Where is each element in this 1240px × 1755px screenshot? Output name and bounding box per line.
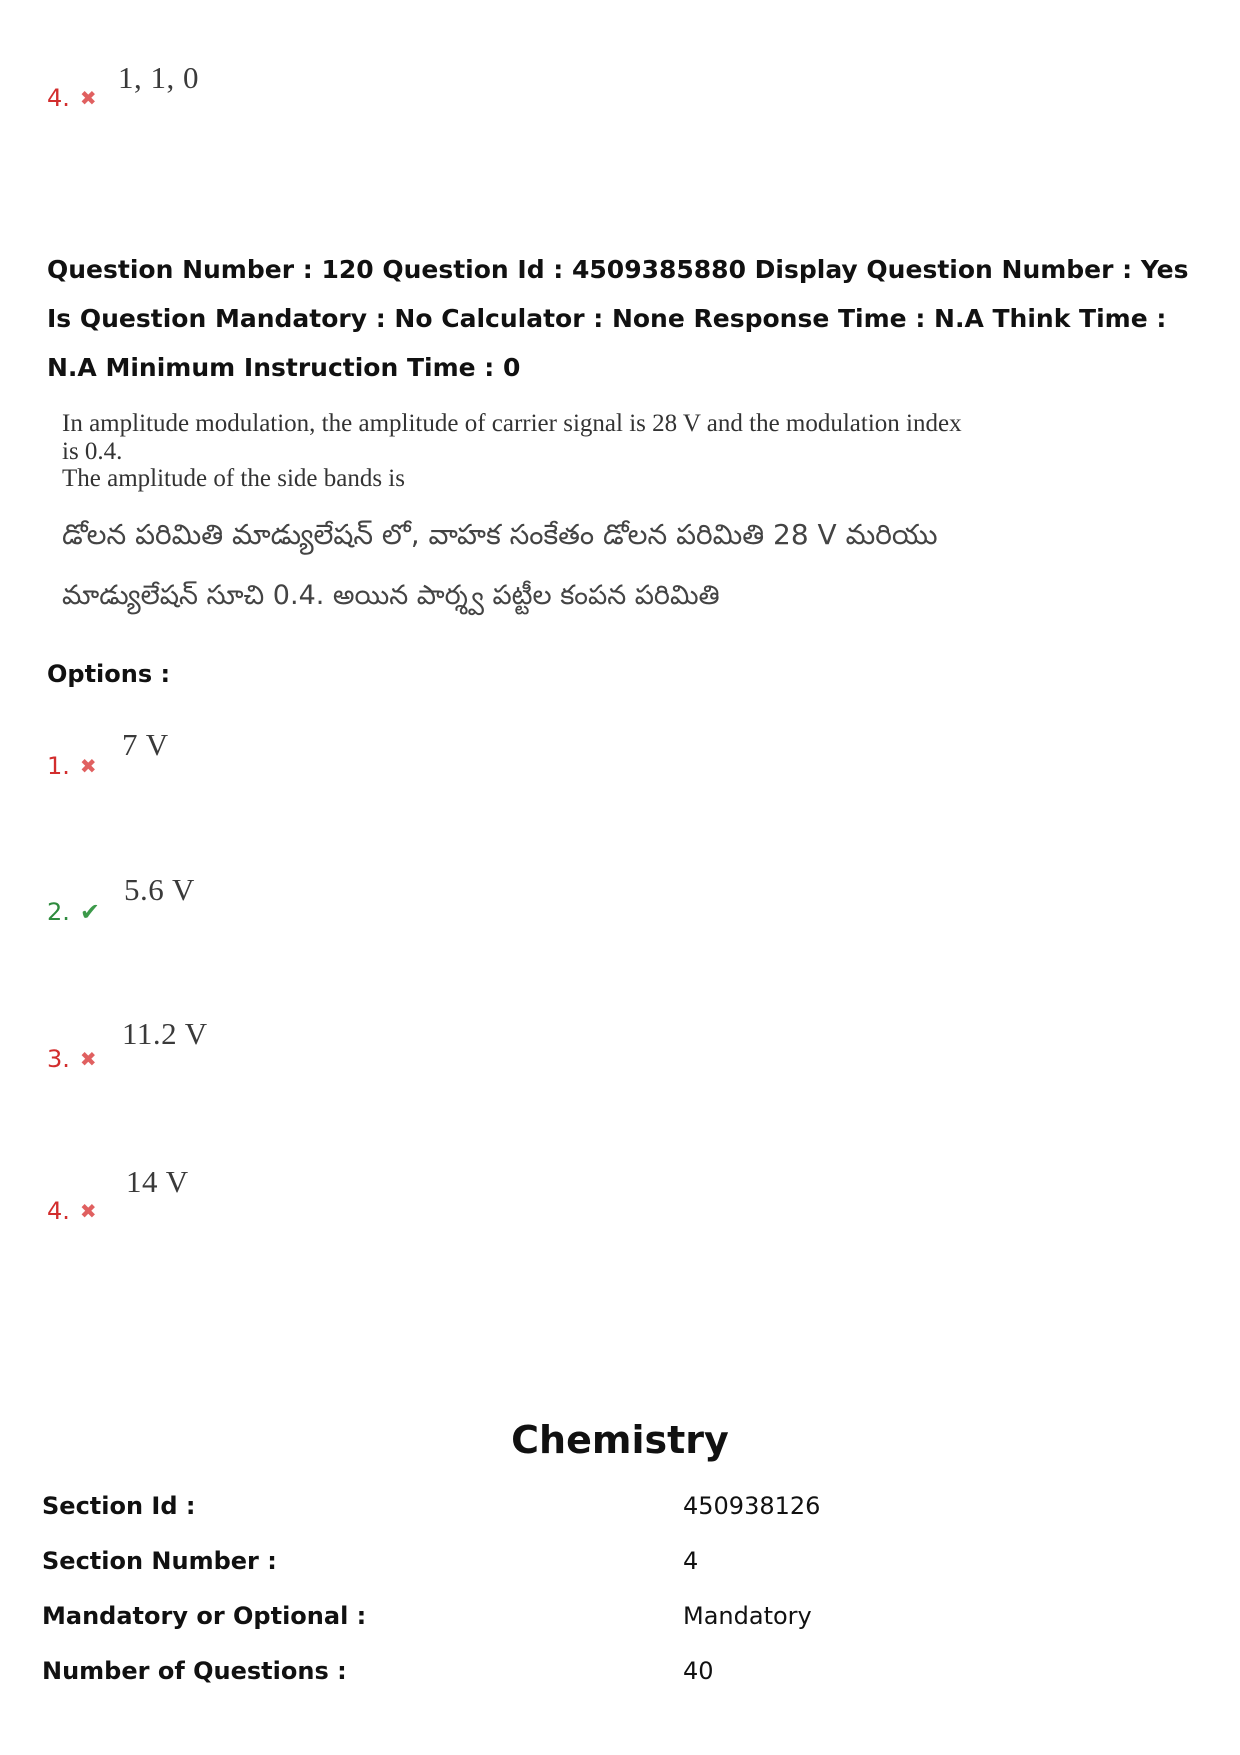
option-number: 3. (47, 1045, 70, 1073)
option-2-text: 5.6 V (124, 872, 195, 907)
question-english-line-2: The amplitude of the side bands is (62, 465, 405, 492)
cross-icon: ✖ (79, 86, 97, 110)
section-title: Chemistry (511, 1418, 729, 1462)
mandatory-optional-value: Mandatory (683, 1602, 812, 1630)
question-telugu-line-1: డోలన పరిమితి మాడ్యులేషన్ లో, వాహక సంకేతం డోలన పరిమితి 28 V మరియు (62, 518, 938, 551)
section-number-label: Section Number : (42, 1547, 277, 1575)
section-id-value: 450938126 (683, 1492, 821, 1520)
option-number: 4. (47, 84, 70, 112)
option-number: 4. (47, 1197, 70, 1225)
check-icon: ✔ (79, 898, 101, 926)
mandatory-optional-label: Mandatory or Optional : (42, 1602, 367, 1630)
prev-option-4-text: 1, 1, 0 (118, 60, 199, 95)
options-label: Options : (47, 660, 171, 688)
number-of-questions-label: Number of Questions : (42, 1657, 347, 1685)
option-number: 1. (47, 752, 70, 780)
question-telugu-line-2: మాడ్యులేషన్ సూచి 0.4. అయిన పార్శ్వ పట్టీల కంపన పరిమితి (62, 580, 720, 611)
option-4-marker (47, 1197, 97, 1225)
option-3-marker (47, 1045, 97, 1073)
question-meta: Question Number : 120 Question Id : 4509385880 Display Question Number : Yes Is Question Mandatory : No Calculator : None Response Time : N.A Think Time : N.A Minimum Instruction Time : 0 (47, 255, 1189, 382)
cross-icon: ✖ (79, 1199, 97, 1223)
section-id-label: Section Id : (42, 1492, 196, 1520)
option-1-text: 7 V (122, 727, 169, 762)
cross-icon: ✖ (79, 1047, 97, 1071)
question-english-line-1: In amplitude modulation, the amplitude of carrier signal is 28 V and the modulation index is 0.4. (62, 410, 962, 465)
prev-option-4-marker (47, 84, 97, 112)
option-4-text: 14 V (126, 1164, 189, 1199)
option-1-marker (47, 752, 97, 780)
cross-icon: ✖ (79, 754, 97, 778)
option-2-marker (47, 898, 100, 926)
section-number-value: 4 (683, 1547, 699, 1575)
option-3-text: 11.2 V (122, 1016, 208, 1051)
option-number: 2. (47, 898, 70, 926)
number-of-questions-value: 40 (683, 1657, 714, 1685)
